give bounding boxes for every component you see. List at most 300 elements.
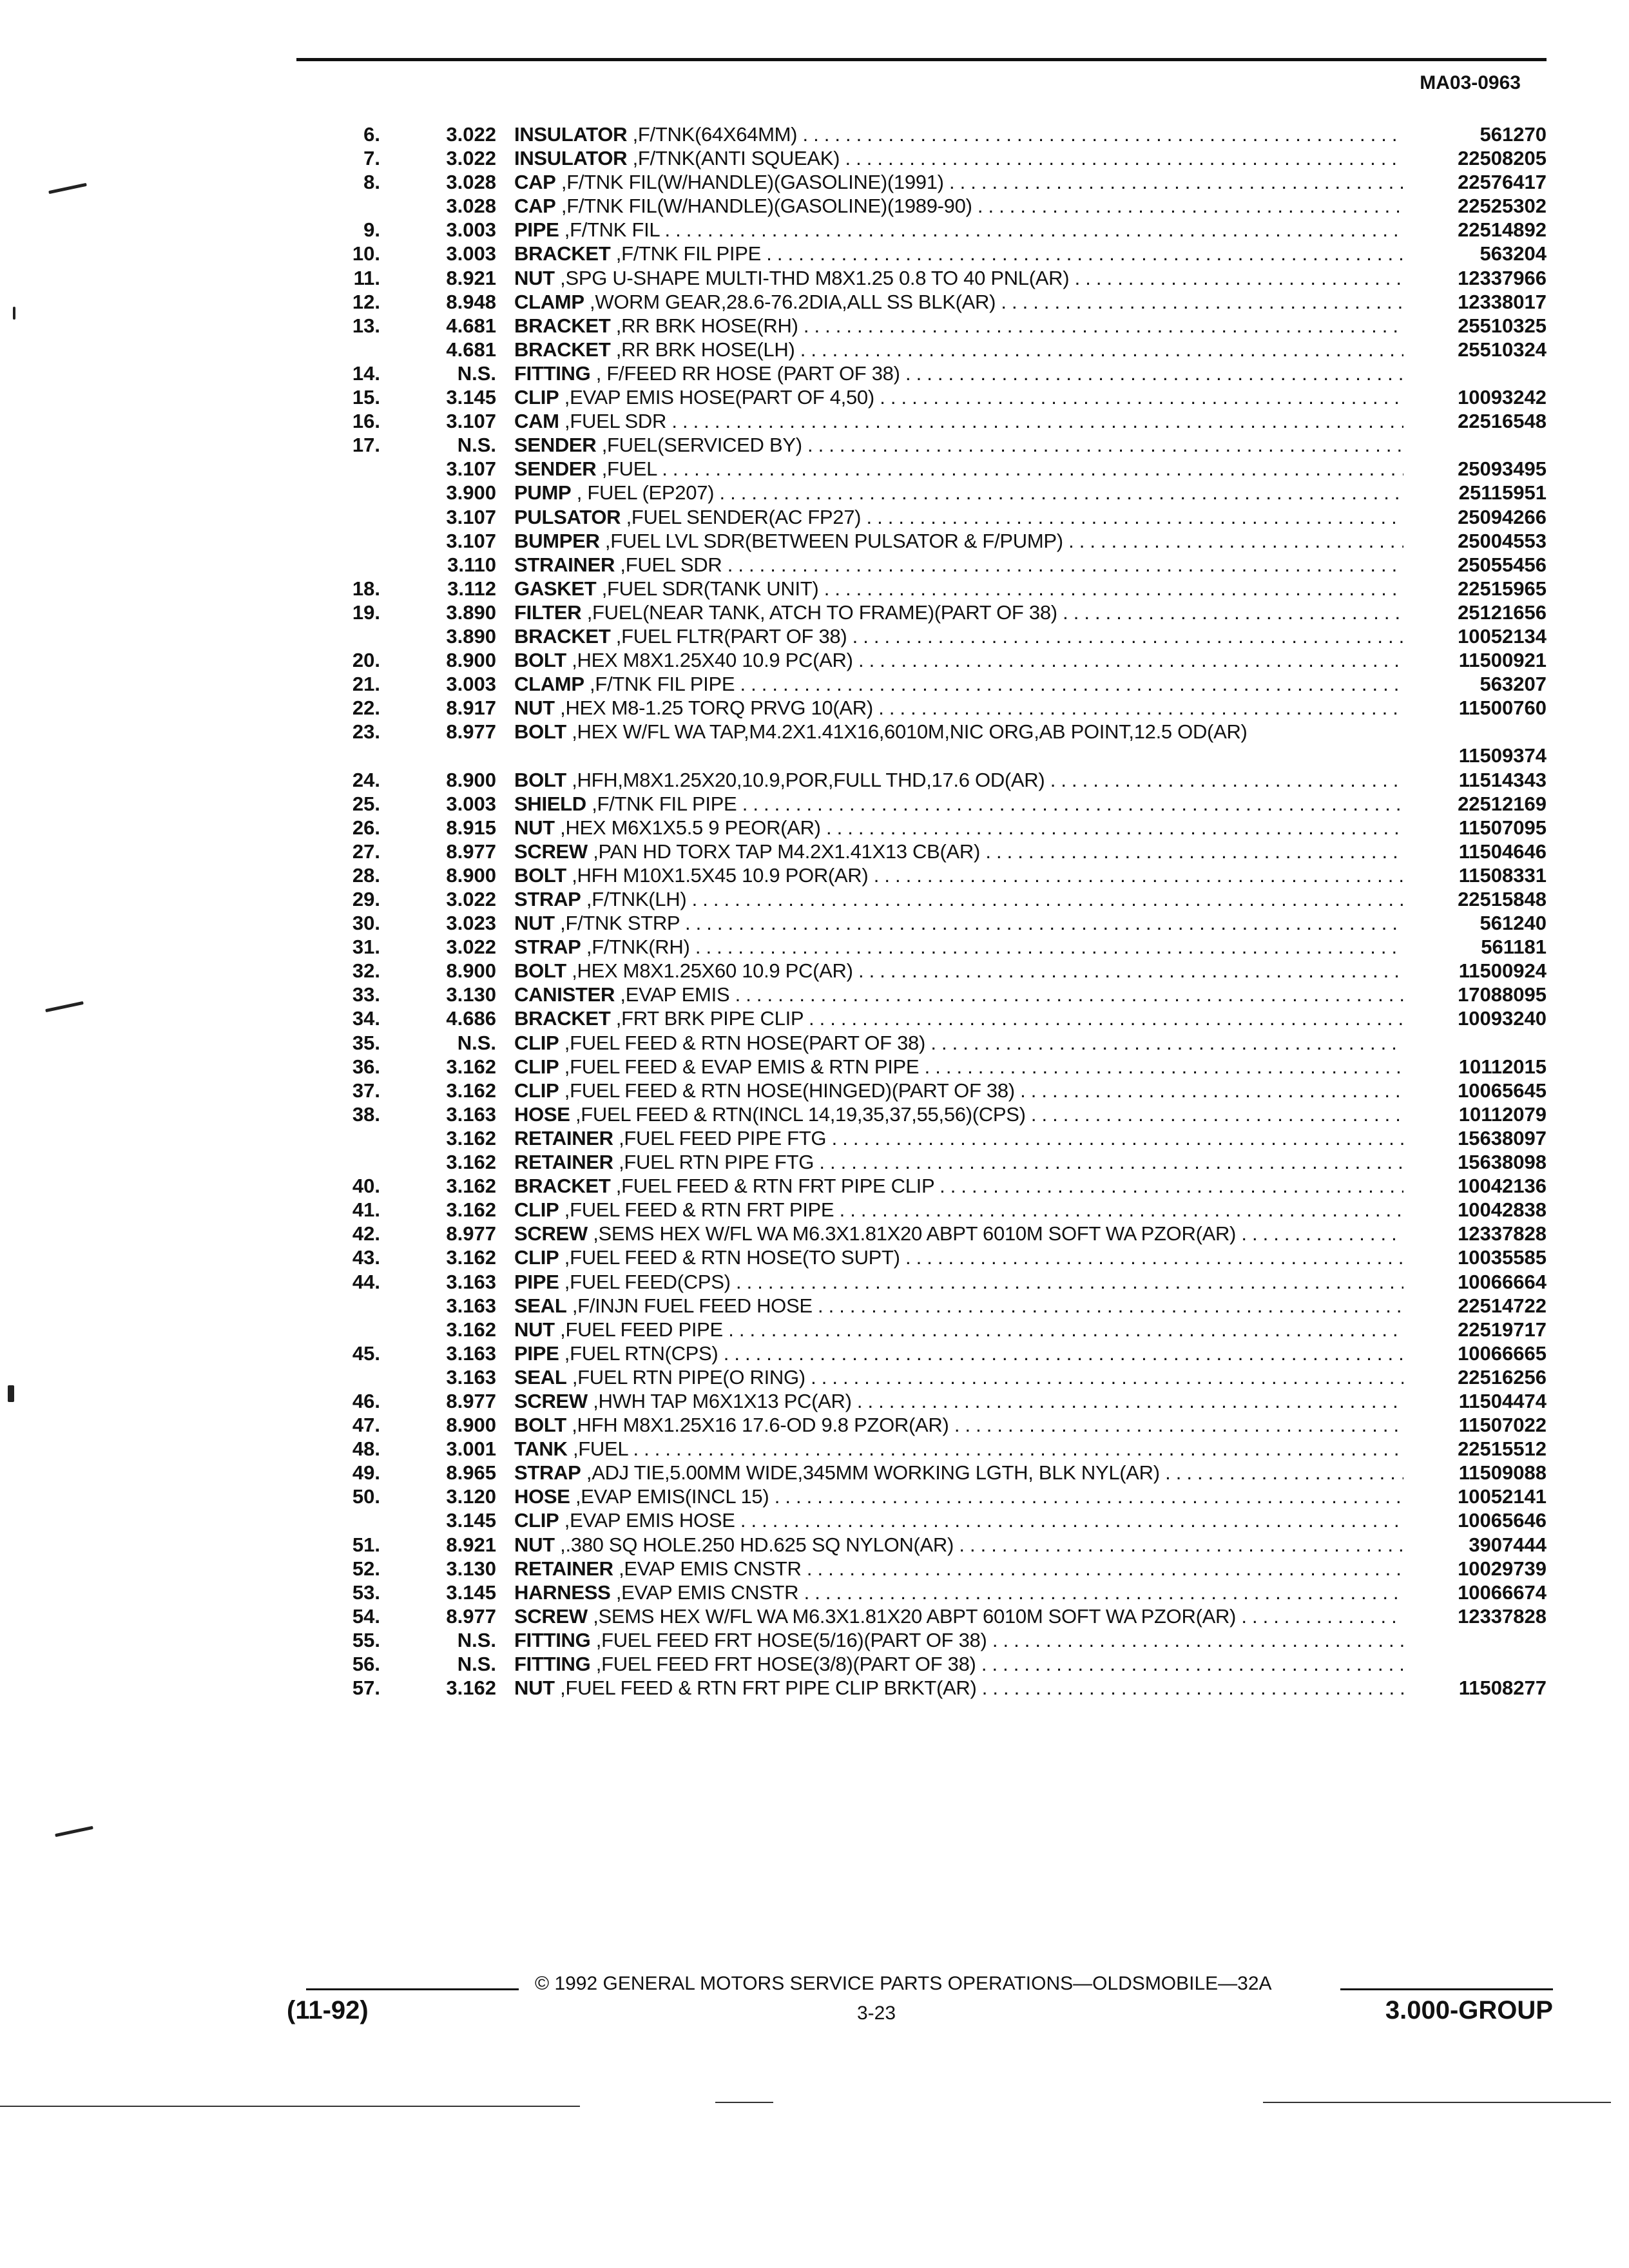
footer-rule-left (306, 1988, 519, 1990)
ref-number: 36. (352, 1055, 380, 1078)
part-detail: ,FUEL RTN(CPS) (564, 1341, 718, 1365)
part-description (514, 1006, 1403, 1030)
part-description (514, 242, 1403, 265)
part-description (514, 1413, 1403, 1437)
part-name: BOLT (514, 959, 566, 983)
part-name: BOLT (514, 720, 566, 744)
part-name: PIPE (514, 1270, 559, 1293)
part-number: 3907444 (1418, 1533, 1547, 1557)
ref-number: 24. (352, 768, 380, 791)
ref-number: 51. (352, 1533, 380, 1556)
part-detail: ,F/TNK(ANTI SQUEAK) (632, 147, 840, 170)
part-description (514, 1557, 1403, 1581)
group-number: 3.162 (446, 1055, 496, 1078)
group-number: 3.120 (446, 1485, 496, 1508)
part-number: 10035585 (1418, 1245, 1547, 1269)
part-name: INSULATOR (514, 147, 628, 170)
part-row (322, 1270, 1547, 1294)
part-detail: ,HWH TAP M6X1X13 PC(AR) (593, 1389, 852, 1412)
part-detail: ,F/TNK(LH) (586, 888, 687, 910)
part-name: GASKET (514, 577, 597, 600)
part-detail: ,EVAP EMIS CNSTR (619, 1557, 802, 1580)
part-detail: ,FUEL LVL SDR(BETWEEN PULSATOR & F/PUMP) (604, 529, 1063, 552)
part-detail: ,FUEL FEED & RTN HOSE(TO SUPT) (564, 1246, 900, 1269)
part-row (322, 385, 1547, 409)
part-detail: ,HFH,M8X1.25X20,10.9,POR,FULL THD,17.6 OD(AR) (572, 768, 1045, 791)
part-detail: ,ADJ TIE,5.00MM WIDE,345MM WORKING LGTH, BLK NYL(AR) (586, 1461, 1160, 1485)
part-description (514, 1294, 1403, 1318)
part-row (322, 768, 1547, 792)
part-number: 12338017 (1418, 290, 1547, 314)
part-description (514, 577, 1403, 601)
part-row (322, 1628, 1547, 1652)
scan-edge-line (1263, 2102, 1611, 2103)
ref-number: 33. (352, 983, 380, 1006)
part-name: BOLT (514, 863, 566, 887)
ref-number: 13. (352, 314, 380, 337)
part-description (514, 863, 1403, 887)
part-name: PIPE (514, 218, 559, 242)
ref-number: 52. (352, 1557, 380, 1580)
ref-number: 6. (363, 123, 380, 146)
group-number: 3.163 (446, 1294, 496, 1317)
part-number: 10066664 (1418, 1270, 1547, 1294)
ref-number: 30. (352, 912, 380, 935)
part-detail: ,F/INJN FUEL FEED HOSE (572, 1294, 813, 1317)
part-description (514, 1341, 1403, 1365)
ref-number: 37. (352, 1079, 380, 1102)
ref-number: 55. (352, 1628, 380, 1651)
group-number: 4.681 (446, 338, 496, 361)
footer-rule-right (1340, 1988, 1553, 1990)
part-row (322, 481, 1547, 505)
ref-number: 34. (352, 1007, 380, 1030)
part-row (322, 529, 1547, 553)
part-row (322, 1341, 1547, 1365)
part-detail: ,EVAP EMIS HOSE (564, 1509, 735, 1532)
part-name: STRAP (514, 888, 581, 910)
part-name: BOLT (514, 649, 566, 672)
ref-number: 47. (352, 1414, 380, 1437)
part-row (322, 146, 1547, 170)
part-number: 10065645 (1418, 1079, 1547, 1102)
part-name: CLIP (514, 1246, 559, 1269)
part-detail: ,EVAP EMIS (620, 983, 730, 1006)
group-number: 3.028 (446, 195, 496, 218)
part-number: 22515848 (1418, 887, 1547, 911)
part-description (514, 529, 1403, 553)
part-detail: ,F/TNK FIL PIPE (590, 673, 735, 696)
group-number: 3.162 (446, 1175, 496, 1198)
part-detail: ,EVAP EMIS CNSTR (615, 1581, 799, 1604)
scan-mark (45, 1001, 84, 1012)
part-name: CAP (514, 171, 556, 194)
part-number: 25510325 (1418, 314, 1547, 338)
ref-number: 22. (352, 697, 380, 720)
part-name: CLIP (514, 1031, 559, 1054)
part-name: BRACKET (514, 1007, 611, 1030)
part-number: 25055456 (1418, 553, 1547, 577)
part-number: 11500921 (1418, 648, 1547, 672)
part-detail: ,FUEL FEED FRT HOSE(3/8)(PART OF 38) (595, 1653, 976, 1675)
scan-edge-line (0, 2106, 580, 2107)
group-number: 3.130 (446, 983, 496, 1006)
part-name: SEAL (514, 1365, 567, 1389)
part-row (322, 1581, 1547, 1604)
part-name: PULSATOR (514, 505, 621, 528)
part-name: NUT (514, 266, 555, 289)
part-detail: ,EVAP EMIS HOSE(PART OF 4,50) (564, 386, 874, 409)
part-number: 22576417 (1418, 170, 1547, 194)
part-description (514, 433, 1403, 457)
part-name: CLIP (514, 1079, 559, 1102)
group-number: 3.028 (446, 171, 496, 194)
part-description (514, 1318, 1403, 1341)
part-description (514, 553, 1403, 577)
part-detail: ,FUEL SENDER(AC FP27) (626, 505, 862, 528)
part-detail: ,SPG U-SHAPE MULTI-THD M8X1.25 0.8 TO 40 PNL(AR) (560, 266, 1070, 289)
part-row (322, 1461, 1547, 1485)
part-detail: ,SEMS HEX W/FL WA M6.3X1.81X20 ABPT 6010M SOFT WA PZOR(AR) (593, 1604, 1237, 1628)
ref-number: 53. (352, 1581, 380, 1604)
part-detail: ,F/TNK(RH) (586, 936, 690, 959)
part-description (514, 1222, 1403, 1245)
footer-date: (11-92) (287, 1996, 369, 2024)
part-description (514, 1031, 1403, 1055)
part-name: INSULATOR (514, 123, 628, 146)
part-detail: ,HEX M6X1X5.5 9 PEOR(AR) (560, 816, 821, 839)
ref-number: 7. (363, 147, 380, 170)
group-number: N.S. (457, 361, 496, 385)
part-number: 12337966 (1418, 266, 1547, 290)
part-detail: ,FUEL SDR (564, 410, 667, 433)
group-number: 3.107 (446, 505, 496, 528)
part-description (514, 505, 1403, 529)
part-number: 10029739 (1418, 1557, 1547, 1581)
group-number: 8.917 (446, 697, 496, 720)
part-row (322, 266, 1547, 290)
part-name: HOSE (514, 1102, 570, 1126)
part-name: HOSE (514, 1485, 570, 1508)
part-row (322, 1031, 1547, 1055)
part-detail: ,FUEL (601, 457, 657, 481)
part-row (322, 1485, 1547, 1508)
part-number: 10042136 (1418, 1174, 1547, 1198)
part-number: 11508277 (1418, 1676, 1547, 1700)
group-number: 4.681 (446, 314, 496, 337)
part-description (514, 1437, 1403, 1461)
part-detail: ,HFH M8X1.25X16 17.6-OD 9.8 PZOR(AR) (572, 1414, 949, 1437)
part-row (322, 1150, 1547, 1174)
part-name: RETAINER (514, 1126, 613, 1149)
part-description (514, 1150, 1403, 1174)
part-number: 22515965 (1418, 577, 1547, 601)
part-detail: ,FUEL FEED(CPS) (564, 1270, 731, 1293)
group-number: N.S. (457, 1031, 496, 1054)
part-description (514, 648, 1403, 672)
part-row (322, 887, 1547, 911)
part-number: 11507022 (1418, 1413, 1547, 1437)
part-number: 22519717 (1418, 1318, 1547, 1341)
part-detail: ,RR BRK HOSE(LH) (615, 338, 795, 361)
ref-number: 10. (352, 242, 380, 265)
ref-number: 25. (352, 792, 380, 815)
part-description (514, 1126, 1403, 1150)
part-detail: ,F/TNK FIL PIPE (615, 242, 761, 265)
part-description (514, 935, 1403, 959)
part-description (514, 1055, 1403, 1079)
part-row (322, 1676, 1547, 1700)
part-row (322, 1557, 1547, 1581)
part-number: 561270 (1418, 122, 1547, 146)
part-detail: ,HEX M8X1.25X40 10.9 PC(AR) (572, 649, 853, 672)
part-row (322, 457, 1547, 481)
ref-number: 26. (352, 816, 380, 839)
part-row (322, 194, 1547, 218)
group-label: 3.000-GROUP (1385, 1996, 1553, 2024)
group-number: 3.163 (446, 1270, 496, 1293)
part-name: BRACKET (514, 314, 611, 337)
part-name: STRAP (514, 1461, 581, 1485)
part-row (322, 1413, 1547, 1437)
group-number: 8.977 (446, 840, 496, 863)
part-row (322, 361, 1547, 385)
part-description (514, 457, 1403, 481)
group-number: N.S. (457, 1653, 496, 1675)
part-name: CLIP (514, 386, 559, 409)
part-name: CANISTER (514, 983, 615, 1006)
part-number: 22514722 (1418, 1294, 1547, 1318)
part-detail: ,FUEL FEED & RTN HOSE(PART OF 38) (564, 1031, 926, 1054)
part-number: 10052141 (1418, 1485, 1547, 1508)
ref-number: 16. (352, 410, 380, 433)
part-detail: ,FUEL FEED FRT HOSE(5/16)(PART OF 38) (595, 1628, 987, 1651)
part-row (322, 1079, 1547, 1102)
part-detail: ,FUEL(SERVICED BY) (601, 434, 802, 457)
part-row (322, 648, 1547, 672)
scan-edge-line (715, 2102, 773, 2103)
ref-number: 21. (352, 673, 380, 696)
document-code: MA03-0963 (1420, 72, 1521, 93)
part-name: CLIP (514, 1198, 559, 1222)
part-description (514, 361, 1403, 385)
part-number: 10065646 (1418, 1508, 1547, 1532)
part-name: SCREW (514, 1389, 588, 1412)
group-number: 8.977 (446, 1222, 496, 1245)
part-row (322, 1508, 1547, 1532)
part-row (322, 338, 1547, 361)
part-row (322, 242, 1547, 265)
part-description (514, 1533, 1403, 1557)
part-row (322, 720, 1547, 767)
part-description (514, 266, 1403, 290)
part-name: SEAL (514, 1294, 567, 1317)
group-number: 3.163 (446, 1365, 496, 1389)
group-number: N.S. (457, 434, 496, 457)
ref-number: 46. (352, 1389, 380, 1412)
part-row (322, 433, 1547, 457)
part-number: 25094266 (1418, 505, 1547, 529)
part-name: SCREW (514, 1604, 588, 1628)
part-number: 25115951 (1418, 481, 1547, 505)
scan-mark (48, 183, 87, 194)
group-number: 3.107 (446, 410, 496, 433)
group-number: 3.107 (446, 457, 496, 481)
part-row (322, 1389, 1547, 1413)
part-number: 11504646 (1418, 840, 1547, 863)
part-detail: ,FUEL FLTR(PART OF 38) (615, 624, 847, 648)
part-detail: ,FRT BRK PIPE CLIP (615, 1007, 804, 1030)
group-number: 8.977 (446, 720, 496, 744)
group-number: 3.110 (447, 553, 496, 576)
part-number: 15638097 (1418, 1126, 1547, 1150)
part-detail: ,F/TNK FIL (564, 218, 660, 242)
part-row (322, 218, 1547, 242)
part-name: SCREW (514, 840, 588, 863)
part-name: RETAINER (514, 1557, 613, 1580)
part-row (322, 1245, 1547, 1269)
part-row (322, 409, 1547, 433)
ref-number: 27. (352, 840, 380, 863)
part-number: 22508205 (1418, 146, 1547, 170)
part-row (322, 553, 1547, 577)
part-name: NUT (514, 1533, 555, 1556)
part-name: BRACKET (514, 1175, 611, 1198)
ref-number: 38. (352, 1102, 380, 1126)
part-detail: ,.380 SQ HOLE.250 HD.625 SQ NYLON(AR) (560, 1533, 954, 1556)
ref-number: 18. (352, 577, 380, 600)
part-row (322, 1365, 1547, 1389)
part-description (514, 1604, 1403, 1628)
part-detail: ,HEX M8-1.25 TORQ PRVG 10(AR) (560, 697, 873, 720)
part-detail: ,F/TNK FIL(W/HANDLE)(GASOLINE)(1989-90) (561, 195, 972, 218)
part-row (322, 983, 1547, 1006)
part-detail: ,FUEL FEED & RTN(INCL 14,19,35,37,55,56)(CPS) (575, 1102, 1026, 1126)
part-name: FITTING (514, 1628, 591, 1651)
part-row (322, 816, 1547, 840)
part-name: CLAMP (514, 290, 584, 313)
part-row (322, 1006, 1547, 1030)
part-description (514, 170, 1403, 194)
part-number: 10112015 (1418, 1055, 1547, 1079)
part-number: 561240 (1418, 911, 1547, 935)
part-description (514, 1079, 1403, 1102)
part-number: 11508331 (1418, 863, 1547, 887)
group-number: 4.686 (446, 1007, 496, 1030)
ref-number: 29. (352, 888, 380, 910)
part-number: 10093240 (1418, 1006, 1547, 1030)
group-number: 3.162 (446, 1198, 496, 1222)
group-number: 8.948 (446, 290, 496, 313)
group-number: 3.107 (446, 529, 496, 552)
ref-number: 17. (352, 434, 380, 457)
group-number: 3.890 (446, 601, 496, 624)
part-description (514, 983, 1403, 1006)
group-number: 3.003 (446, 792, 496, 815)
part-row (322, 1174, 1547, 1198)
group-number: 8.921 (446, 266, 496, 289)
part-name: NUT (514, 697, 555, 720)
part-detail: ,FUEL RTN PIPE(O RING) (572, 1365, 805, 1389)
part-description (514, 768, 1403, 792)
part-number: 10093242 (1418, 385, 1547, 409)
part-row (322, 696, 1547, 720)
part-description (514, 194, 1403, 218)
part-number: 12337828 (1418, 1604, 1547, 1628)
part-number: 11504474 (1418, 1389, 1547, 1413)
part-name: SHIELD (514, 792, 586, 815)
ref-number: 43. (352, 1246, 380, 1269)
ref-number: 31. (352, 936, 380, 959)
part-name: SENDER (514, 457, 597, 481)
part-description (514, 409, 1403, 433)
part-row (322, 1604, 1547, 1628)
group-number: 3.022 (446, 123, 496, 146)
part-number: 563204 (1418, 242, 1547, 265)
part-number: 25093495 (1418, 457, 1547, 481)
part-detail: ,FUEL (572, 1437, 628, 1461)
part-name: BRACKET (514, 624, 611, 648)
part-description (514, 911, 1403, 935)
part-detail: ,FUEL SDR(TANK UNIT) (601, 577, 819, 600)
part-row (322, 1652, 1547, 1676)
part-name: SENDER (514, 434, 597, 457)
part-number: 15638098 (1418, 1150, 1547, 1174)
part-row (322, 601, 1547, 624)
part-number: 10066674 (1418, 1581, 1547, 1604)
part-description (514, 314, 1403, 338)
part-row (322, 1126, 1547, 1150)
group-number: 3.890 (446, 624, 496, 648)
part-name: CLIP (514, 1055, 559, 1078)
part-name: FITTING (514, 1653, 591, 1675)
ref-number: 42. (352, 1222, 380, 1245)
part-description (514, 1485, 1403, 1508)
part-description (514, 1676, 1403, 1700)
group-number: 3.162 (446, 1246, 496, 1269)
part-name: BOLT (514, 1414, 566, 1437)
part-description (514, 840, 1403, 863)
ref-number: 57. (352, 1677, 380, 1700)
part-description (514, 696, 1403, 720)
part-detail: ,PAN HD TORX TAP M4.2X1.41X13 CB(AR) (593, 840, 981, 863)
part-number: 22516548 (1418, 409, 1547, 433)
ref-number: 56. (352, 1653, 380, 1675)
part-description (514, 601, 1403, 624)
part-detail: ,FUEL FEED & EVAP EMIS & RTN PIPE (564, 1055, 920, 1078)
part-row (322, 1222, 1547, 1245)
part-row (322, 911, 1547, 935)
part-detail: ,HFH M10X1.5X45 10.9 POR(AR) (572, 863, 869, 887)
part-row (322, 577, 1547, 601)
part-name: BUMPER (514, 529, 600, 552)
part-description (514, 1461, 1403, 1485)
group-number: 3.162 (446, 1126, 496, 1149)
part-number: 22514892 (1418, 218, 1547, 242)
group-number: 3.900 (446, 481, 496, 505)
part-detail: ,FUEL FEED & RTN HOSE(HINGED)(PART OF 38) (564, 1079, 1015, 1102)
header-rule (296, 58, 1547, 61)
group-number: 3.022 (446, 888, 496, 910)
ref-number: 48. (352, 1437, 380, 1461)
ref-number: 9. (363, 218, 380, 242)
part-name: FILTER (514, 601, 582, 624)
part-number: 11507095 (1418, 816, 1547, 840)
group-number: 8.977 (446, 1604, 496, 1628)
scan-mark (13, 307, 15, 320)
part-row (322, 170, 1547, 194)
part-name: BRACKET (514, 242, 611, 265)
